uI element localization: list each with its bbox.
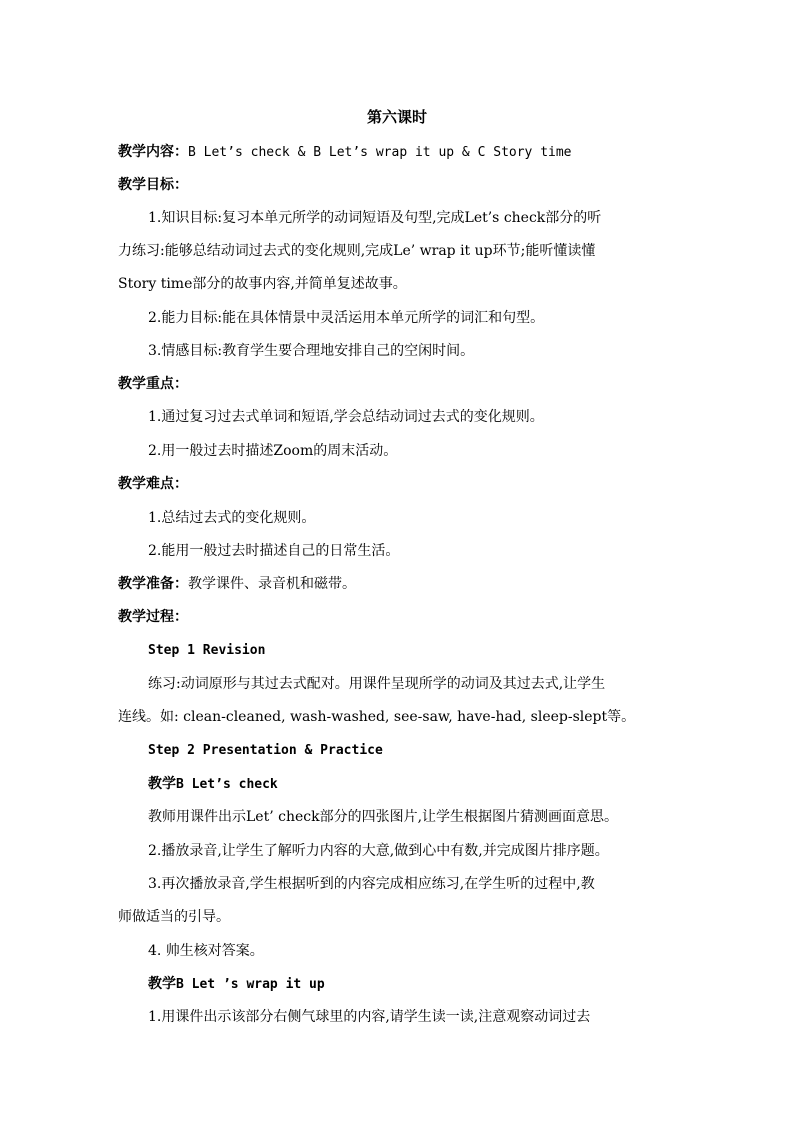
- sub-1-line-4: 师做适当的引导。: [118, 909, 230, 925]
- sub-1-line-5: 4. 帅生核对答案。: [148, 943, 264, 959]
- objective-2: 2.能力目标:能在具体情景中灵活运用本单元所学的词汇和句型。: [148, 310, 545, 326]
- content-text: B Let’s check & B Let’s wrap it up & C Story time: [188, 145, 572, 160]
- objective-3: 3.情感目标:教育学生要合理地安排自己的空闲时间。: [148, 343, 475, 359]
- sub-1-text: B Let’s check: [176, 777, 278, 792]
- objective-1-line-3: Story time部分的故事内容,并简单复述故事。: [118, 276, 407, 292]
- sub-2-line-1: 1.用课件出示该部分右侧气球里的内容,请学生读一读,注意观察动词过去: [148, 1009, 591, 1025]
- step-1-line-2: 连线。如: clean-cleaned, wash-washed, see-saw, have-had, sleep-slept等。: [118, 709, 636, 725]
- key-point-2: 2.用一般过去时描述Zoom的周末活动。: [148, 443, 398, 459]
- sub-2-prefix: 教学: [148, 976, 176, 992]
- content-line: [118, 142, 572, 163]
- sub-1-line-2: 2.播放录音,让学生了解听力内容的大意,做到心中有数,并完成图片排序题。: [148, 843, 609, 859]
- step-1-line-1: 练习:动词原形与其过去式配对。用课件呈现所学的动词及其过去式,让学生: [148, 676, 606, 692]
- difficulty-1: 1.总结过去式的变化规则。: [148, 510, 316, 526]
- key-points-heading: 教学重点：: [118, 376, 188, 392]
- page-title: 第六课时: [366, 108, 427, 126]
- sub-2-text: B Let ’s wrap it up: [176, 977, 325, 992]
- sub-1-prefix: 教学: [148, 776, 176, 792]
- step-2-heading: Step 2 Presentation & Practice: [148, 743, 383, 758]
- sub-1-line-1: 教师用课件出示Let’ check部分的四张图片,让学生根据图片猜测画面意思。: [148, 809, 619, 825]
- step-1-heading: Step 1 Revision: [148, 643, 266, 658]
- objective-1-line-2: 力练习:能够总结动词过去式的变化规则,完成Le’ wrap it up环节;能听懂读懂: [118, 243, 596, 259]
- preparation-label: 教学准备：: [118, 576, 188, 592]
- content-label: 教学内容：: [118, 144, 188, 160]
- difficulty-2: 2.能用一般过去时描述自己的日常生活。: [148, 543, 400, 559]
- sub-1-heading: [148, 774, 278, 795]
- sub-1-line-3: 3.再次播放录音,学生根据听到的内容完成相应练习,在学生听的过程中,教: [148, 876, 595, 892]
- process-heading: 教学过程：: [118, 609, 188, 625]
- sub-2-heading: [148, 974, 325, 995]
- preparation-text: 教学课件、录音机和磁带。: [188, 576, 356, 592]
- key-point-1: 1.通过复习过去式单词和短语,学会总结动词过去式的变化规则。: [148, 409, 544, 425]
- objective-1-line-1: 1.知识目标:复习本单元所学的动词短语及句型,完成Let’s check部分的听: [148, 210, 602, 226]
- objectives-heading: 教学目标：: [118, 177, 188, 193]
- preparation-line: [118, 574, 356, 594]
- difficulties-heading: 教学难点：: [118, 476, 188, 492]
